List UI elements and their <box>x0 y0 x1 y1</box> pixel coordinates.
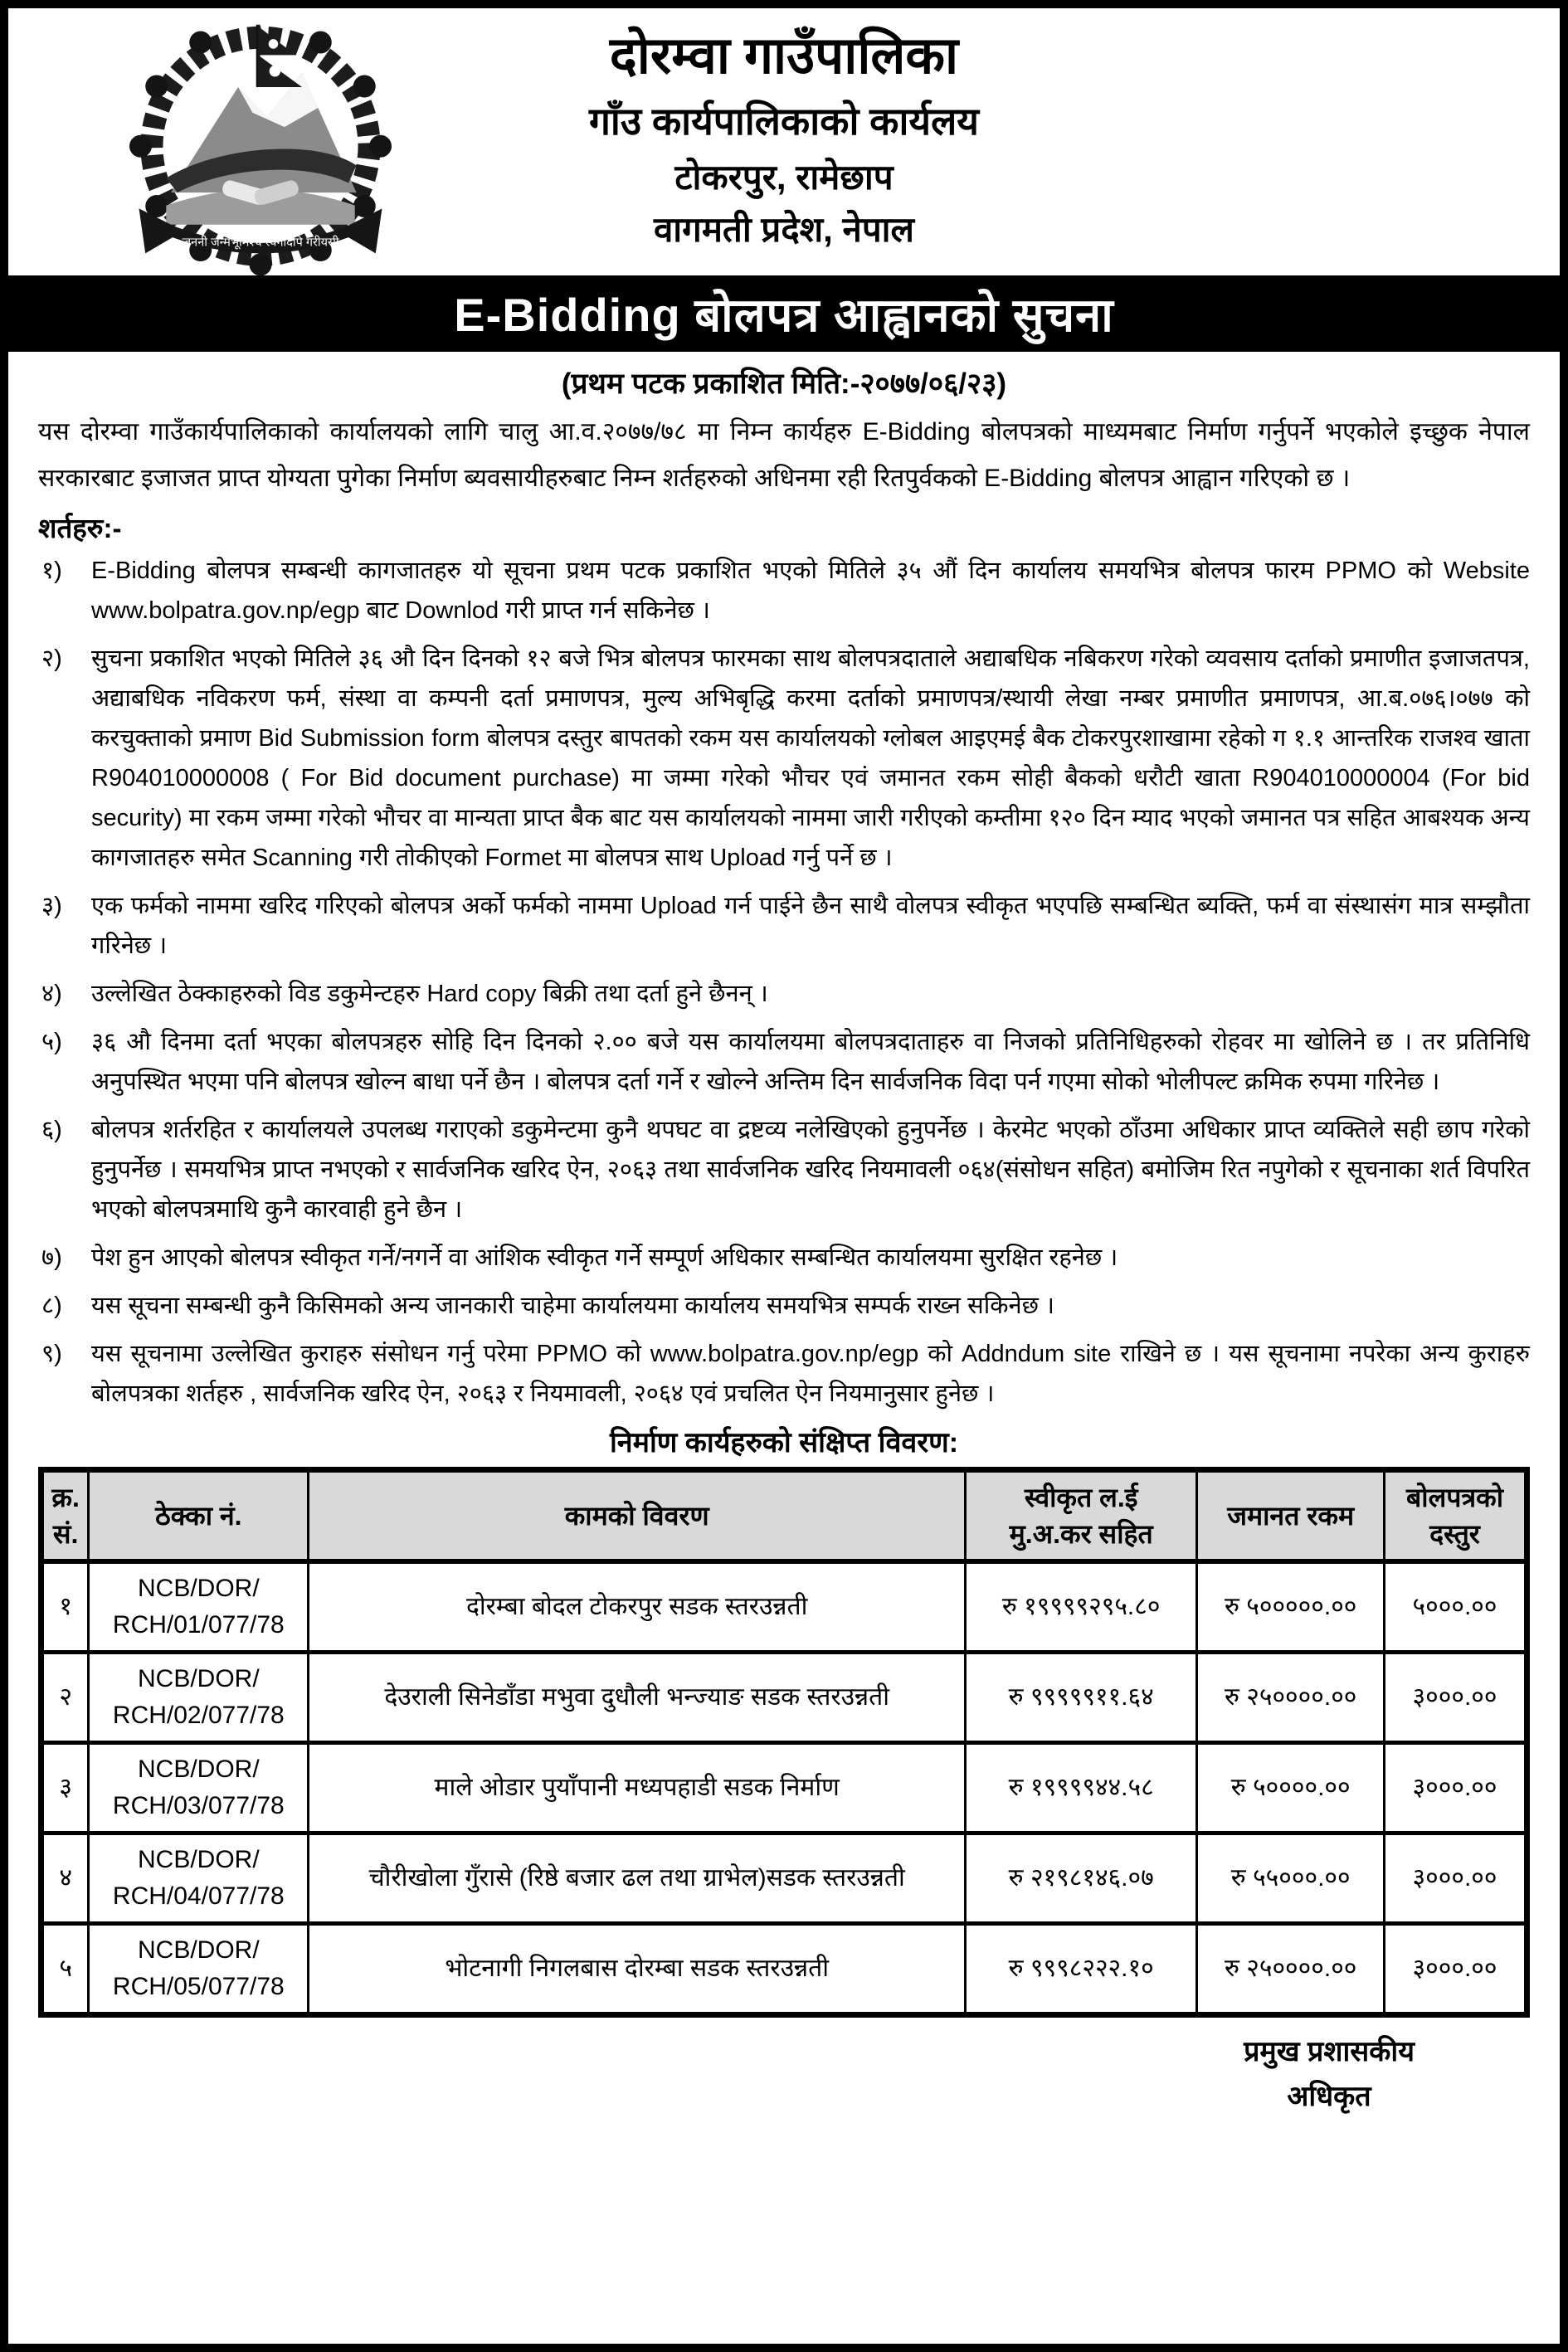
cell-contract <box>89 1561 309 1653</box>
contract-line2: RCH/01/077/78 <box>112 1611 285 1639</box>
municipality-name: दोरम्वा गाउँपालिका <box>609 27 959 85</box>
cell-cost: रु २१९८१४६.०७ <box>965 1833 1196 1924</box>
table-row <box>41 1561 1527 1653</box>
contract-line1: NCB/DOR/ <box>137 1665 260 1692</box>
condition-item-5 <box>38 1022 1530 1102</box>
intro-paragraph: यस दोरम्वा गाउँकार्यपालिकाको कार्यालयको लागि चालु आ.व.२०७७/७८ मा निम्न कार्यहरु E-Bidding बोलपत्रको माध्यमबाट निर्माण गर्नुपर्ने भएकोले इच्छुक नेपाल सरकारबाट इजाजत प्राप्त योग्यता पुगेका निर्माण ब्यवसायीहरुबाट निम्न शर्तहरुको अधिनमा रही रितपुर्वकको E-Bidding बोलपत्र आह्वान गरिएको छ । <box>38 418 1530 492</box>
cell-fee: ५०००.०० <box>1385 1561 1527 1653</box>
table-row <box>41 1653 1527 1743</box>
header-fee-line1: बोलपत्रको <box>1406 1483 1503 1512</box>
cell-cost: रु ९९९८२२२.१० <box>965 1924 1196 2015</box>
signature-block <box>1188 2029 1470 2119</box>
contract-line1: NCB/DOR/ <box>137 1575 260 1602</box>
condition-item-3 <box>38 886 1530 966</box>
condition-item-1 <box>38 551 1530 631</box>
contract-line2: RCH/04/077/78 <box>112 1882 285 1910</box>
table-row <box>41 1833 1527 1924</box>
condition-number: ३) <box>41 893 62 919</box>
cell-deposit: रु २५००००.०० <box>1197 1924 1385 2015</box>
contract-line2: RCH/05/077/78 <box>112 1973 285 2000</box>
cell-contract <box>89 1924 309 2015</box>
works-table-header-row <box>41 1470 1527 1562</box>
contract-line1: NCB/DOR/ <box>137 1936 260 1964</box>
condition-text: E-Bidding बोलपत्र सम्बन्धी कागजातहरु यो सूचना प्रथम पटक प्रकाशित भएको मितिले ३५ औं दिन कार्यालय समयभित्र बोलपत्र फारम PPMO को Website www.bolpatra.gov.np/egp बाट Downlod गरी प्राप्त गर्न सकिनेछ । <box>91 558 1530 624</box>
condition-item-4 <box>38 974 1530 1014</box>
works-table-title: निर्माण कार्यहरुको संक्षिप्त विवरण: <box>609 1427 959 1458</box>
cell-fee: ३०००.०० <box>1385 1924 1527 2015</box>
condition-text: एक फर्मको नाममा खरिद गरिएको बोलपत्र अर्को फर्मको नाममा Upload गर्न पाईने छैन साथै वोलपत्र स्वीकृत भएपछि सम्बन्धित ब्यक्ति, फर्म वा संस्थासंग मात्र सम्झौता गरिनेछ । <box>91 893 1530 959</box>
cell-deposit: रु ५००००.०० <box>1197 1743 1385 1833</box>
cell-work: देउराली सिनेडाँडा मभुवा दुधौली भन्ज्याङ सडक स्तरउन्नती <box>309 1653 966 1743</box>
condition-item-8 <box>38 1286 1530 1326</box>
cell-cost: रु १९९९९४४.५८ <box>965 1743 1196 1833</box>
cell-serial: ३ <box>41 1743 89 1833</box>
condition-number: ७) <box>41 1244 62 1271</box>
notice-title: E-Bidding बोलपत्र आह्वानको सुचना <box>454 289 1114 341</box>
contract-line2: RCH/03/077/78 <box>112 1792 285 1819</box>
contract-line1: NCB/DOR/ <box>137 1846 260 1873</box>
cell-deposit: रु ५०००००.०० <box>1197 1561 1385 1653</box>
cell-contract <box>89 1653 309 1743</box>
table-row <box>41 1924 1527 2015</box>
notice-title-banner <box>8 275 1560 352</box>
condition-item-2 <box>38 639 1530 878</box>
cell-serial: २ <box>41 1653 89 1743</box>
cell-serial: १ <box>41 1561 89 1653</box>
condition-text: यस सूचना सम्बन्धी कुनै किसिमको अन्य जानकारी चाहेमा कार्यालयमा कार्यालय समयभित्र सम्पर्क राख्न सकिनेछ । <box>91 1293 1054 1319</box>
cell-deposit: रु २५००००.०० <box>1197 1653 1385 1743</box>
header-contract-number: ठेक्का नं. <box>89 1470 309 1562</box>
cell-contract <box>89 1833 309 1924</box>
condition-number: ६) <box>41 1117 62 1143</box>
header-cost-line1: स्वीकृत ल.ई <box>1024 1483 1138 1512</box>
condition-item-9 <box>38 1334 1530 1414</box>
published-date-line: (प्रथम पटक प्रकाशित मिति:-२०७७/०६/२३) <box>561 368 1007 400</box>
condition-number: ८) <box>41 1293 62 1319</box>
condition-text: बोलपत्र शर्तरहित र कार्यालयले उपलब्ध गराएको डकुमेन्टमा कुनै थपघट वा द्रष्टव्य नलेखिएको हुनुपर्नेछ । केरमेट भएको ठाँउमा अधिकार प्राप्त व्यक्तिले सही छाप गरेको हुनुपर्नेछ । समयभित्र प्राप्त नभएको र सार्वजनिक खरिद ऐन, २०६३ तथा सार्वजनिक खरिद नियमावली ०६४(संसोधन सहित) बमोजिम रित नपुगेको र सूचनाका शर्त विपरित भएको बोलपत्रमाथि कुनै कारवाही हुने छैन । <box>91 1117 1531 1223</box>
condition-number: ९) <box>41 1341 62 1367</box>
signature-title-line1: प्रमुख प्रशासकीय <box>1244 2036 1415 2067</box>
condition-item-6 <box>38 1110 1530 1230</box>
header-serial-line1: क्र. <box>51 1483 80 1512</box>
condition-number: ४) <box>41 981 62 1007</box>
letterhead <box>8 8 1560 275</box>
cell-serial: ४ <box>41 1833 89 1924</box>
contract-line2: RCH/02/077/78 <box>112 1702 285 1729</box>
cell-cost: रु ९९९९९११.६४ <box>965 1653 1196 1743</box>
header-serial-line2: सं. <box>52 1519 79 1549</box>
logo-motto-text: जननी जन्मभूमिश्च स्वर्गादपि गरीयसी <box>182 236 339 250</box>
condition-text: यस सूचनामा उल्लेखित कुराहरु संसोधन गर्नु परेमा PPMO को www.bolpatra.gov.np/egp को Addndum site राखिने छ । यस सूचनामा नपरेका अन्य कुराहरु बोलपत्रका शर्तहरु , सार्वजनिक खरिद ऐन, २०६३ र नियमावली, २०६४ एवं प्रचलित ऐन नियमानुसार हुनेछ । <box>91 1341 1530 1407</box>
condition-item-7 <box>38 1238 1530 1278</box>
cell-fee: ३०००.०० <box>1385 1743 1527 1833</box>
works-table <box>38 1467 1530 2018</box>
signature-title-line2: अधिकृत <box>1287 2081 1371 2112</box>
condition-text: सुचना प्रकाशित भएको मितिले ३६ औ दिन दिनको १२ बजे भित्र बोलपत्र फारमका साथ बोलपत्रदाताले अद्याबधिक नबिकरण गरेको व्यवसाय दर्ताको प्रमाणीत इजाजतपत्र, अद्याबधिक नविकरण फर्म, संस्था वा कम्पनी दर्ता प्रमाणपत्र, मुल्य अभिबृद्धि करमा दर्ताको प्रमाणपत्र/स्थायी लेखा नम्बर प्रमाणीत प्रमाणपत्र, आ.ब.०७६।०७७ को करचुक्ताको प्रमाण Bid Submission form बोलपत्र दस्तुर बापतको रकम यस कार्यालयको ग्लोबल आइएमई बैक टोकरपुरशाखामा रहेको ग १.१ आन्तरिक राजश्व खाता R904010000008 ( For Bid document purchase) मा जम्मा गरेको भौचर एवं जमानत रकम सोही बैकको धरौटी खाता R904010000004 (For bid security) मा रकम जम्मा गरेको भौचर वा मान्यता प्राप्त बैक बाट यस कार्यालयको नाममा जारी गरीएको कम्तीमा १२० दिन म्याद भएको जमानत पत्र सहित आबश्यक अन्य कागजातहरु समेत Scanning गरी तोकीएको Formet मा बोलपत्र साथ Upload गर्नु पर्ने छ । <box>91 645 1530 871</box>
header-bid-security: जमानत रकम <box>1197 1470 1385 1562</box>
header-fee-line2: दस्तुर <box>1429 1519 1480 1549</box>
condition-text: उल्लेखित ठेक्काहरुको विड डकुमेन्टहरु Hard copy बिक्री तथा दर्ता हुने छैनन् । <box>91 981 768 1007</box>
condition-number: ५) <box>41 1029 62 1055</box>
condition-number: २) <box>41 645 62 672</box>
condition-text: ३६ औ दिनमा दर्ता भएका बोलपत्रहरु सोहि दिन दिनको २.०० बजे यस कार्यालयमा बोलपत्रदाताहरु वा निजको प्रतिनिधिहरुको रोहवर मा खोलिने छ । तर प्रतिनिधि अनुपस्थित भएमा पनि बोलपत्र खोल्न बाधा पर्ने छैन । बोलपत्र दर्ता गर्ने र खोल्ने अन्तिम दिन सार्वजनिक विदा पर्न गएमा सोको भोलीपल्ट क्रमिक रुपमा गरिनेछ । <box>91 1029 1530 1095</box>
cell-cost: रु १९९९९२९५.८० <box>965 1561 1196 1653</box>
header-approved-cost <box>965 1470 1196 1562</box>
notice-body <box>8 363 1560 2119</box>
nepal-emblem-logo <box>114 20 407 284</box>
province-line: वागमती प्रदेश, नेपाल <box>653 210 915 249</box>
header-serial-number <box>41 1470 89 1562</box>
cell-serial: ५ <box>41 1924 89 2015</box>
cell-contract <box>89 1743 309 1833</box>
cell-fee: ३०००.०० <box>1385 1653 1527 1743</box>
header-cost-line2: मु.अ.कर सहित <box>1009 1519 1153 1549</box>
condition-text: पेश हुन आएको बोलपत्र स्वीकृत गर्ने/नगर्ने वा आंशिक स्वीकृत गर्ने सम्पूर्ण अधिकार सम्बन्धित कार्यालयमा सुरक्षित रहनेछ । <box>91 1244 1118 1271</box>
contract-line1: NCB/DOR/ <box>137 1755 260 1783</box>
cell-fee: ३०००.०० <box>1385 1833 1527 1924</box>
header-bid-fee <box>1385 1470 1527 1562</box>
cell-work: दोरम्बा बोदल टोकरपुर सडक स्तरउन्नती <box>309 1561 966 1653</box>
header-work-description: कामको विवरण <box>309 1470 966 1562</box>
office-address: टोकरपुर, रामेछाप <box>674 158 894 197</box>
cell-deposit: रु ५५०००.०० <box>1197 1833 1385 1924</box>
conditions-heading: शर्तहरु:- <box>38 513 122 543</box>
condition-number: १) <box>41 558 62 584</box>
table-row <box>41 1743 1527 1833</box>
office-name: गाँउ कार्यपालिकाको कार्यलय <box>589 100 979 143</box>
cell-work: चौरीखोला गुँरासे (रिष्ठे बजार ढल तथा ग्राभेल)सडक स्तरउन्नती <box>309 1833 966 1924</box>
cell-work: माले ओडार पुयाँपानी मध्यपहाडी सडक निर्माण <box>309 1743 966 1833</box>
cell-work: भोटनागी निगलबास दोरम्बा सडक स्तरउन्नती <box>309 1924 966 2015</box>
